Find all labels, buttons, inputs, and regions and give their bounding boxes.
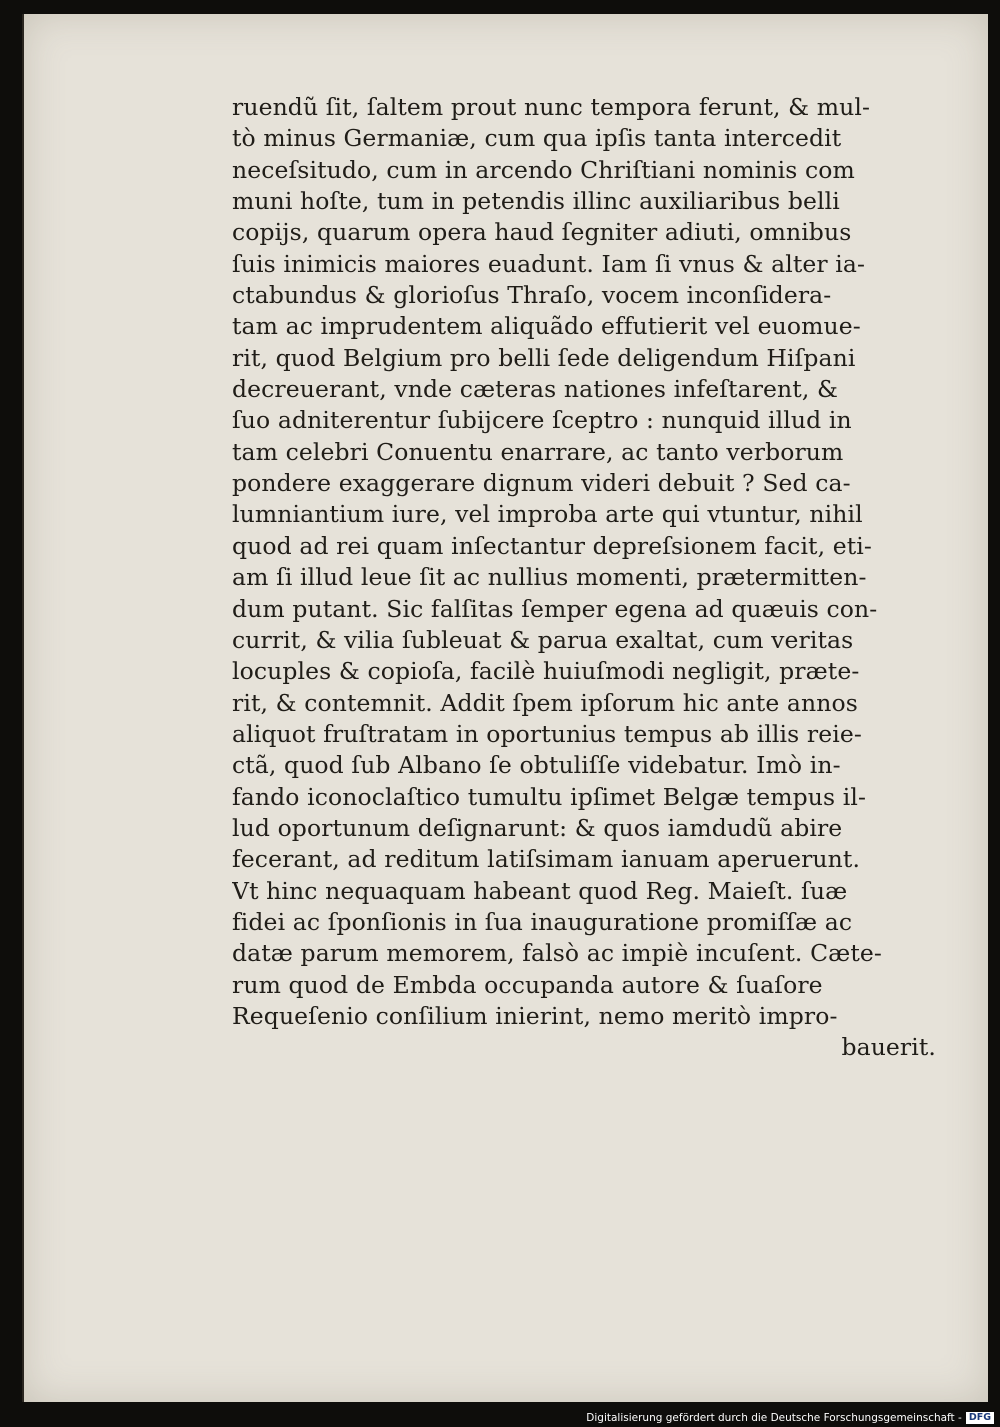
text-line-17: dum putant. Sic falſitas ſemper egena ad quæuis con- bbox=[232, 594, 878, 623]
page-text-block bbox=[232, 92, 952, 1064]
text-line-9: rit, quod Belgium pro belli ſede deligendum Hiſpani bbox=[232, 343, 856, 372]
text-line-16: am ſi illud leue ſit ac nullius momenti, prætermitten- bbox=[232, 563, 867, 592]
text-line-1: ruendũ ſit, ſaltem prout nunc tempora ferunt, & mul- bbox=[232, 93, 870, 121]
dfg-logo-icon: DFG bbox=[966, 1412, 994, 1424]
text-line-24: lud oportunum deſignarunt: & quos iamdudũ abire bbox=[232, 813, 843, 842]
text-line-6: ſuis inimicis maiores euadunt. Iam ſi vnus & alter ia- bbox=[232, 249, 866, 278]
text-line-25: fecerant, ad reditum latiſsimam ianuam aperuerunt. bbox=[232, 845, 861, 874]
text-line-11: ſuo adniterentur ſubijcere ſceptro : nunquid illud in bbox=[232, 406, 852, 435]
text-line-22: ctã, quod ſub Albano ſe obtuliſſe videbatur. Imò in- bbox=[232, 751, 841, 780]
text-line-7: ctabundus & glorioſus Thraſo, vocem inconſidera- bbox=[232, 281, 832, 310]
text-line-27: fidei ac ſponſionis in ſua inauguratione promiſſæ ac bbox=[232, 907, 853, 936]
text-line-8: tam ac imprudentem aliquãdo effutierit vel euomue- bbox=[232, 312, 861, 341]
text-line-13: pondere exaggerare dignum videri debuit ? Sed ca- bbox=[232, 469, 851, 498]
catchword: bauerit. bbox=[841, 1033, 936, 1062]
text-line-23: fando iconoclaſtico tumultu ipſimet Belgæ tempus il- bbox=[232, 782, 866, 811]
text-line-19: locuples & copioſa, facilè huiuſmodi negligit, præte- bbox=[232, 657, 860, 686]
text-line-21: aliquot fruſtratam in oportunius tempus ab illis reie- bbox=[232, 719, 862, 748]
funding-credit: Digitalisierung gefördert durch die Deutsche Forschungsgemeinschaft - bbox=[586, 1411, 962, 1424]
text-line-20: rit, & contemnit. Addit ſpem ipſorum hic ante annos bbox=[232, 688, 858, 717]
text-line-18: currit, & vilia ſubleuat & parua exaltat, cum veritas bbox=[232, 625, 854, 654]
digitization-footer bbox=[560, 1408, 1000, 1427]
text-line-4: muni hoſte, tum in petendis illinc auxiliaribus belli bbox=[232, 187, 840, 216]
text-line-10: decreuerant, vnde cæteras nationes infeſtarent, & bbox=[232, 375, 838, 404]
text-line-2: tò minus Germaniæ, cum qua ipſis tanta intercedit bbox=[232, 124, 842, 153]
text-line-15: quod ad rei quam inſectantur depreſsionem facit, eti- bbox=[232, 531, 872, 560]
text-line-12: tam celebri Conuentu enarrare, ac tanto verborum bbox=[232, 437, 844, 466]
text-line-29: rum quod de Embda occupanda autore & ſuaſore bbox=[232, 970, 823, 999]
text-line-26: Vt hinc nequaquam habeant quod Reg. Maieſt. ſuæ bbox=[232, 876, 848, 905]
text-line-28: datæ parum memorem, falsò ac impiè incuſent. Cæte- bbox=[232, 939, 882, 968]
text-line-30: Requeſenio conſilium inierint, nemo meritò impro- bbox=[232, 1001, 838, 1030]
text-line-14: lumniantium iure, vel improba arte qui vtuntur, nihil bbox=[232, 500, 863, 529]
text-line-3: neceſsitudo, cum in arcendo Chriſtiani nominis com bbox=[232, 155, 855, 184]
text-line-5: copijs, quarum opera haud ſegniter adiuti, omnibus bbox=[232, 218, 852, 247]
